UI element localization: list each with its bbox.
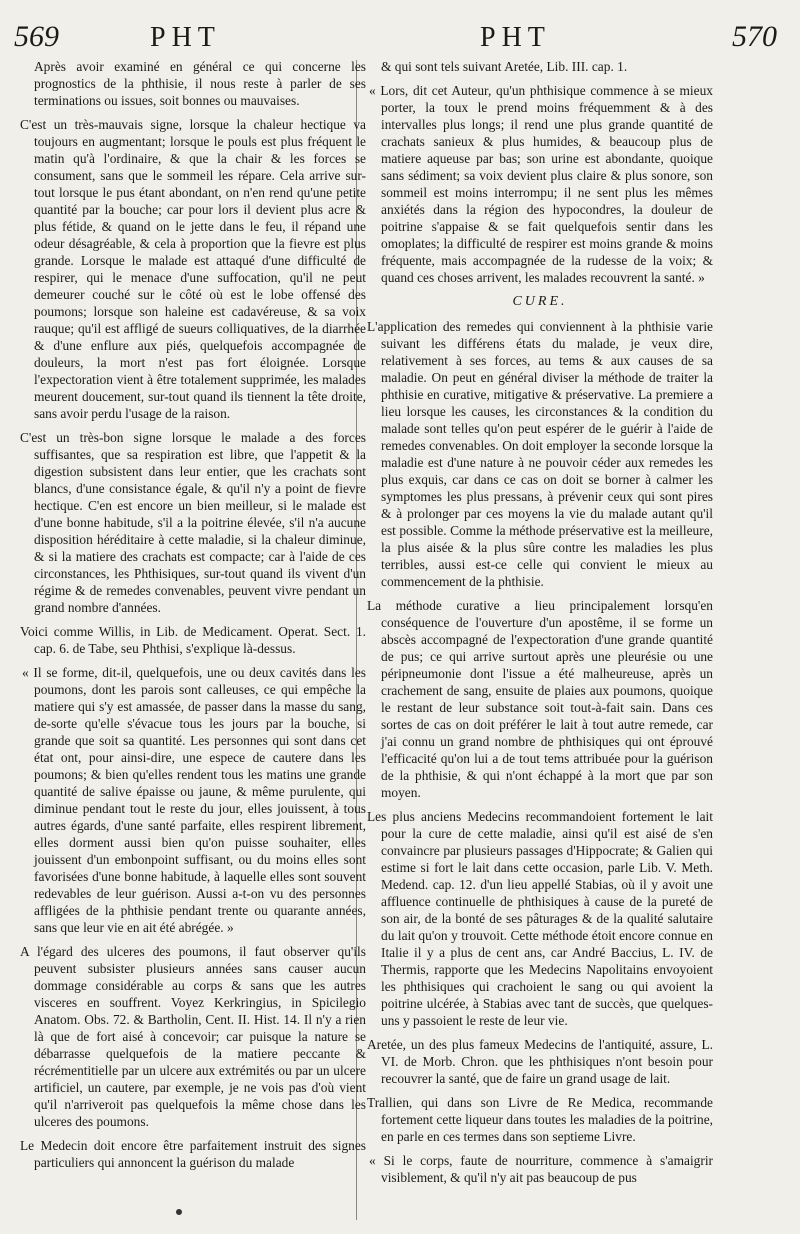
paragraph: C'est un très-mauvais signe, lorsque la chaleur hectique va toujours en augmentant; lorsque le pouls est plus fréquent le matin qu'à l'ordinaire, & que la chair & les forces se consument, sans que le sommeil les répare. Cela arrive sur-tout lorsque le pus étant abondant, on n'en rend qu'une petite quantité par la bouche; car pour lors il devient plus acre & plus fétide, & quand on le jette dans le feu, il répand une odeur désagréable, & cela à proportion que la fievre est plus grande. Lorsque le malade est attaqué d'une difficulté de respirer, qui le menace d'une suffocation, qu'il ne peut demeurer couché sur le côté où est le lobe offensé des poumons; lorsque son haleine est cadavéreuse, & sa voix rauque; qu'il est affligé de sueurs colliquatives, de la diarrhée & d'une enflure aux piés, quelquefois accompagnée de douleurs, la mort n'est pas fort éloignée. Lorsque l'expectoration vient à être totalement supprimée, les malades meurent doucement, sur-tout quand ils tiennent la tête droite, sans avoir perdu l'usage de la raison.: [20, 117, 366, 421]
paragraph: Trallien, qui dans son Livre de Re Medica, recommande fortement cette liqueur dans toutes les maladies de la poitrine, en parle en ces termes dans son septieme Livre.: [367, 1095, 713, 1144]
right-page-number: 570: [732, 20, 777, 53]
left-column: [20, 58, 366, 1178]
ink-spot: [176, 1209, 182, 1215]
paragraph: La méthode curative a lieu principalement lorsqu'en conséquence de l'ouverture d'un apostême, il se forme un abscès accompagné de l'expectoration d'une grande quantité de pus; ce qui arrive surtout après une pleurésie ou une péripneumonie dont l'issue a été malheureuse, après un crachement de sang, ensuite de plaies aux poumons, quoique le restant de leur substance soit tout-à-fait sain. Dans ces sortes de cas on doit préférer le lait à tout autre remede, car j'ai connu un grand nombre de phthisiques qui ont éprouvé l'efficacité qu'on lui a de tout tems attribuée pour la guérison de la phthisie, & qui n'ont échappé à la mort que par son moyen.: [367, 598, 713, 800]
paragraph: L'application des remedes qui conviennent à la phthisie varie suivant les différens états du malade, je veux dire, relativement à ses forces, au tems & aux causes de sa maladie. On peut en général diviser la méthode de traiter la phthisie en curative, mitigative & préservative. La premiere a lieu lorsque les causes, les circonstances & la condition du malade sont telles qu'on peut espérer de le guérir à l'aide de remedes convenables. On doit employer la seconde lorsque la maladie est d'une nature à ne pouvoir céder aux remedes les plus exquis, car dans ce cas on doit se borner à calmer les symptomes les plus pressans, à prévenir ceux qui sont pires & à prolonger par ces moyens la vie du malade autant qu'il est possible. Comme la méthode préservative est la meilleure, la plus aisée & la plus sûre contre les maladies les plus terribles, aussi est-ce celle qui convient le mieux au commencement de la phthisie.: [367, 319, 713, 589]
paragraph: Les plus anciens Medecins recommandoient fortement le lait pour la cure de cette maladie, ainsi qu'il est aisé de s'en convaincre par plusieurs passages d'Hippocrate; & Galien qui estime si fort le lait dans cette occasion, parle Lib. V. Meth. Medend. cap. 12. d'un lieu appellé Stabias, où il y avoit une affluence continuelle de phthisiques à cause de la pureté de son air, de la bonté de ses pâturages & de la qualité salutaire du lait qu'on y trouvoit. Cette méthode étoit encore connue en Italie il y a plus de cent ans, car André Baccius, L. IV. de Thermis, rapporte que les Medecins Napolitains envoyoient les phthisiques qui crachoient le sang ou qui avoient la poitrine ulcérée, à Stabias avec tant de succès, que quelques-uns y passoient le reste de leur vie.: [367, 809, 713, 1028]
right-column: [367, 58, 713, 1193]
paragraph: & qui sont tels suivant Aretée, Lib. III. cap. 1.: [381, 59, 628, 74]
quotation: « Lors, dit cet Auteur, qu'un phthisique commence à se mieux porter, la toux le prend moins fréquemment & à des intervalles plus longs; il rend une plus grande quantité de crachats sanieux & plus humides, & beaucoup plus de matiere aqueuse par bas; son urine est abondante, quoique sans sédiment; sa voix devient plus claire & plus sonore, son sommeil est moins interrompu; il ne sent plus les mêmes anxiétés dans la région des hypocondres, la douleur de poitrine s'appaise & se fait quelquefois sentir dans les omoplates; la difficulté de respirer est moins grande & moins fréquente, mais accompagnée de la rudesse de la voix; & quand ces choses arrivent, les malades recouvrent la santé. »: [369, 83, 713, 285]
quotation: « Il se forme, dit-il, quelquefois, une ou deux cavités dans les poumons, dont les parois sont calleuses, ce qui empêche la matiere qui s'y est amassée, de passer dans la masse du sang, de-sorte qu'elle s'évacue tous les jours par la bouche, si grande que soit sa quantité. Les personnes qui sont dans cet état ont, pour ainsi-dire, une espece de cautere dans les poumons; & bien qu'elles rendent tous les matins une grande quantité de salive épaisse ou jaune, & même purulente, qui diminue pendant tout le reste du jour, elles jouissent, à tous autres égards, d'une santé parfaite, elles respirent librement, elles dorment aussi bien qu'on puisse souhaiter, elles jouissent d'un embonpoint suffisant, ou du moins elles sont favorisées d'une bonne habitude, à laquelle elles sont souvent redevables de leur guérison. Aussi a-t-on vu des personnes affligées de la phthisie pendant trente ou quarante années, sans que leur vie en ait été abrégée. »: [22, 665, 366, 935]
paragraph: Voici comme Willis, in Lib. de Medicament. Operat. Sect. 1. cap. 6. de Tabe, seu Phthisi, s'explique là-dessus.: [20, 624, 366, 656]
quotation: « Si le corps, faute de nourriture, commence à s'amaigrir visiblement, & qu'il n'y ait pas beaucoup de pus: [369, 1153, 713, 1185]
paragraph: C'est un très-bon signe lorsque le malade a des forces suffisantes, que sa respiration est libre, que l'appetit & la digestion subsistent dans leur entier, que les crachats sont blancs, d'une consistance égale, & qu'il n'y a point de fievre hectique. C'en est encore un bien meilleur, si le malade est d'une bonne habitude, s'il a la poitrine élevée, s'il n'a aucune disposition héréditaire à cette maladie, si la chaleur diminue, & si la matiere des crachats est compacte; car à l'aide de ces circonstances, les Phthisiques, sur-tout quand ils vivent d'un régime & de remedes convenables, peuvent vivre pendant un grand nombre d'années.: [20, 430, 366, 615]
page-header: [0, 18, 800, 58]
paragraph: Après avoir examiné en général ce qui concerne les prognostics de la phthisie, il nous reste à parler de ses terminations ou issues, soit bonnes ou mauvaises.: [34, 59, 366, 108]
left-page-number: 569: [14, 20, 59, 53]
left-running-head: PHT: [150, 22, 221, 53]
paragraph: Aretée, un des plus fameux Medecins de l'antiquité, assure, L. VI. de Morb. Chron. que les phthisiques n'ont besoin pour recouvrer la santé, que de faire un grand usage de lait.: [367, 1037, 713, 1086]
right-running-head: PHT: [480, 22, 551, 53]
section-heading: CURE.: [512, 294, 568, 309]
paragraph: A l'égard des ulceres des poumons, il faut observer qu'ils peuvent subsister plusieurs années sans causer aucun dommage considérable au corps & sans que les autres visceres en souffrent. Voyez Kerkringius, in Spicilegio Anatom. Obs. 72. & Bartholin, Cent. II. Hist. 14. Il n'y a rien là que de fort aisé à concevoir; car puisque la nature se débarrasse quelquefois de la matiere peccante & récrémentitielle par un ulcere aux extrémités ou par un ulcere artificiel, un cautere, par exemple, je ne vois pas d'où vient qu'il n'arriveroit pas quelquefois la même chose dans les ulceres des poumons.: [20, 944, 366, 1129]
paragraph: Le Medecin doit encore être parfaitement instruit des signes particuliers qui annoncent la guérison du malade: [20, 1138, 366, 1170]
